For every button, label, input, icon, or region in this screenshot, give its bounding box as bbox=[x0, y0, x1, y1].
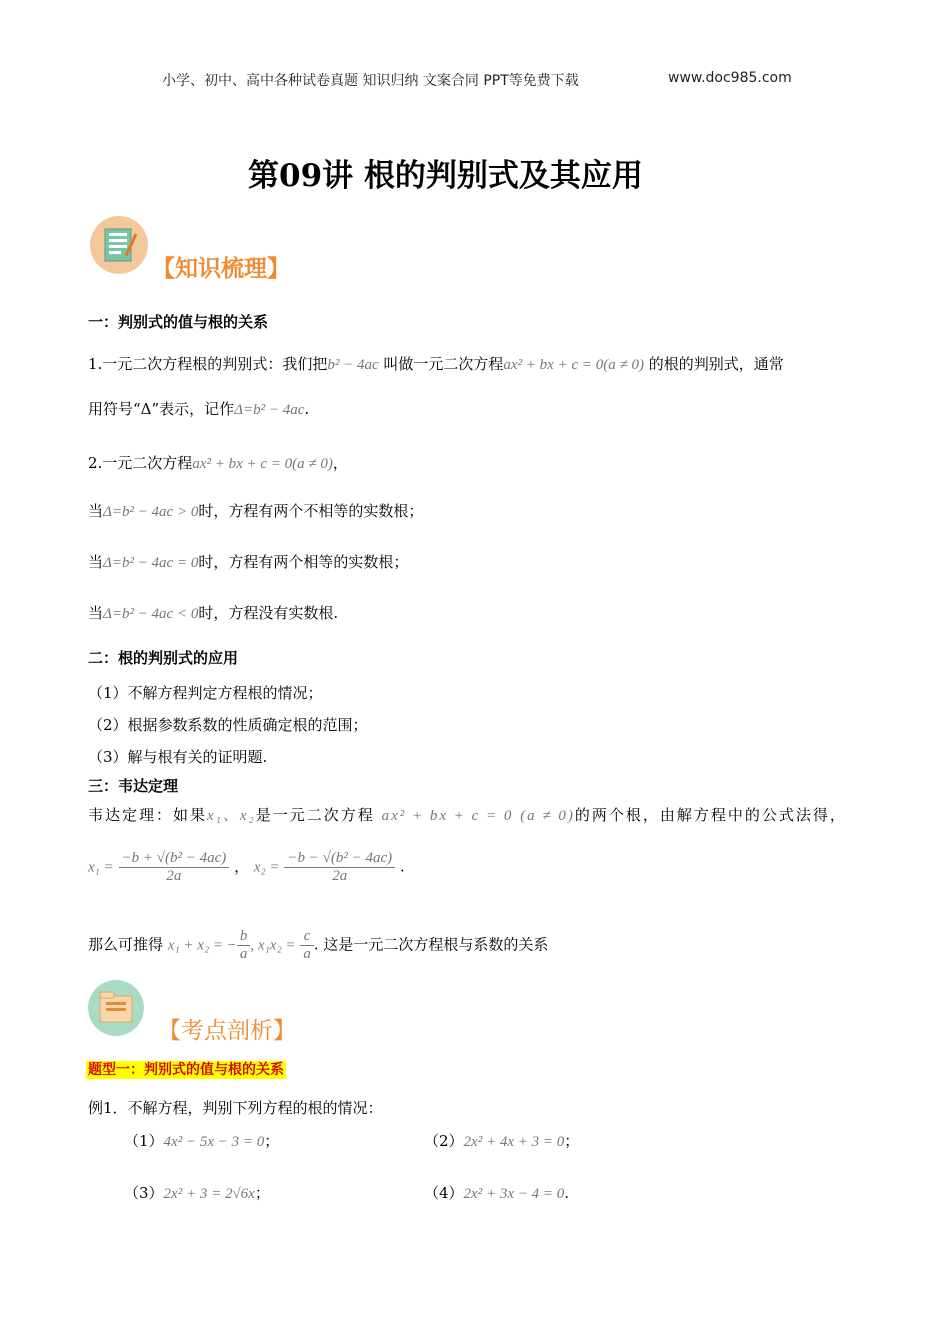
example-1: 例1．不解方程，判别下列方程的根的情况： bbox=[88, 1099, 383, 1117]
analysis-badge: 【考点剖析】 bbox=[158, 1018, 296, 1044]
section-heading-1: 一：判别式的值与根的关系 bbox=[88, 313, 269, 331]
section-heading-3: 三：韦达定理 bbox=[88, 777, 179, 795]
case-positive: 当Δ=b² − 4ac > 0时，方程有两个不相等的实数根； bbox=[88, 502, 424, 520]
list-item: （3）解与根有关的证明题. bbox=[88, 748, 268, 766]
header-text: 小学、初中、高中各种试卷真题 知识归纳 文案合同 PPT等免费下载 bbox=[162, 73, 579, 89]
vieta-intro: 韦达定理：如果x₁、x₂是一元二次方程 ax² + bx + c = 0 (a ≠ 0)的两个根，由解方程中的公式法得， bbox=[88, 806, 847, 824]
paragraph-1-cont: 用符号“Δ”表示，记作Δ=b² − 4ac. bbox=[88, 400, 310, 418]
case-zero: 当Δ=b² − 4ac = 0时，方程有两个相等的实数根； bbox=[88, 553, 409, 571]
list-item: （2）根据参数系数的性质确定根的范围； bbox=[88, 716, 368, 734]
section-heading-2: 二：根的判别式的应用 bbox=[88, 649, 239, 667]
type-label: 题型一：判别式的值与根的关系 bbox=[88, 1062, 284, 1078]
page-title: 第09讲 根的判别式及其应用 bbox=[248, 158, 643, 194]
problem-2: （2）2x² + 4x + 3 = 0； bbox=[424, 1132, 580, 1150]
folder-icon bbox=[88, 980, 144, 1036]
header-url[interactable]: www.doc985.com bbox=[668, 70, 792, 86]
problem-1: （1）4x² − 5x − 3 = 0； bbox=[124, 1132, 280, 1150]
notebook-icon bbox=[90, 216, 148, 274]
problem-4: （4）2x² + 3x − 4 = 0. bbox=[424, 1184, 570, 1202]
paragraph-2: 2.一元二次方程ax² + bx + c = 0(a ≠ 0)， bbox=[88, 454, 348, 472]
problem-3: （3）2x² + 3 = 2√6x； bbox=[124, 1184, 270, 1202]
root-formulas: x₁ = $\frac{\text{−b + √(b² − 4ac)}}{2a}$ ， x₂ = $\frac{\text{−b − √(b² − 4ac)}}{2a}$ . bbox=[88, 850, 405, 884]
vieta-formulas: 那么可推得 x₁ + x₂ = − $\frac{b}{a}$ , x₁x₂ = $\frac{c}{a}$ . 这是一元二次方程根与系数的关系 bbox=[88, 928, 549, 962]
case-negative: 当Δ=b² − 4ac < 0时，方程没有实数根. bbox=[88, 604, 339, 622]
paragraph-1: 1.一元二次方程根的判别式：我们把b² − 4ac 叫做一元二次方程ax² + bx + c = 0(a ≠ 0) 的根的判别式，通常 bbox=[88, 355, 784, 373]
list-item: （1）不解方程判定方程根的情况； bbox=[88, 684, 323, 702]
knowledge-badge: 【知识梳理】 bbox=[152, 255, 290, 282]
